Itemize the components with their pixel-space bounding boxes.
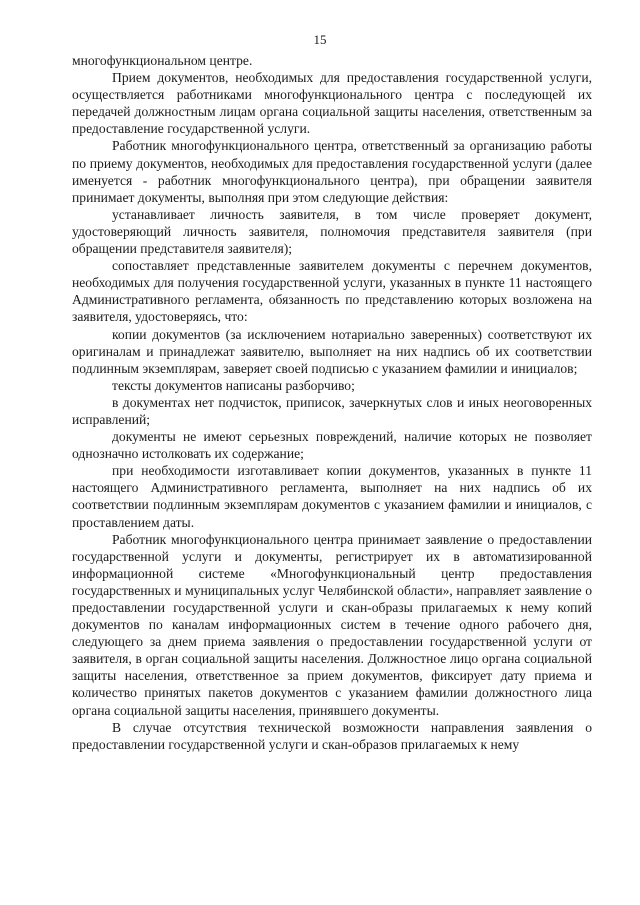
paragraph-mfc-worker-actions: Работник многофункционального центра, ответственный за организацию работы по приему документов, необходимых для предоставления государственной услуги (далее именуется - работник многофункционального центра), при обращении заявителя принимает документы, выполняя при этом следующие действия:	[72, 138, 592, 205]
paragraph-identity-check: устанавливает личность заявителя, в том числе проверяет документ, удостоверяющий личность заявителя, полномочия представителя заявителя (при обращении представителя заявителя);	[72, 206, 592, 257]
paragraph-copies-match: копии документов (за исключением нотариально заверенных) соответствуют их оригиналам и принадлежат заявителю, выполняет на них надпись об их соответствии подлинным экземплярам, заверяет своей подписью с указанием фамилии и инициалов;	[72, 326, 592, 376]
paragraph-make-copies: при необходимости изготавливает копии документов, указанных в пункте 11 настоящего Административного регламента, выполняет на них надпись об их соответствии подлинным экземплярам документов с указанием фамилии и инициалов, с проставлением даты.	[72, 463, 592, 530]
paragraph-no-corrections: в документах нет подчисток, приписок, зачеркнутых слов и иных неоговоренных исправлений;	[72, 394, 592, 427]
paragraph-legible-text: тексты документов написаны разборчиво;	[112, 377, 355, 393]
paragraph-no-technical-capability: В случае отсутствия технической возможности направления заявления о предоставлении государственной услуги и скан-образов прилагаемых к нему	[72, 719, 592, 752]
paragraph-document-reception: Прием документов, необходимых для предоставления государственной услуги, осуществляется работниками многофункционального центра с последующей их передачей должностным лицам органа социальной защиты населения, ответственным за предоставление государственной услуги.	[72, 70, 592, 137]
paragraph-continuation: многофункциональном центре.	[72, 53, 253, 68]
document-body	[72, 52, 592, 753]
page-number: 15	[313, 32, 327, 47]
paragraph-compare-documents: сопоставляет представленные заявителем документы с перечнем документов, необходимых для получения государственной услуги, указанных в пункте 11 настоящего Административного регламента, обязанность по представлению которых возложена на заявителя, удостоверяясь, что:	[72, 258, 592, 325]
paragraph-no-damage: документы не имеют серьезных повреждений, наличие которых не позволяет однозначно истолковать их содержание;	[72, 429, 592, 462]
paragraph-registration: Работник многофункционального центра принимает заявление о предоставлении государственной услуги и документы, регистрирует их в автоматизированной информационной системе «Многофункциональный центр предоставления государственных и муниципальных услуг Челябинской области», направляет заявление о предоставлении государственной услуги и скан-образы прилагаемых к нему копий документов по каналам информационных систем в течение одного рабочего дня, следующего за днем приема заявления о предоставлении государственной услуги от заявителя, в орган социальной защиты населения. Должностное лицо органа социальной защиты населения, ответственное за прием документов, фиксирует дату приема и количество принятых пакетов документов с указанием фамилии должностного лица органа социальной защиты населения, принявшего документы.	[72, 531, 592, 718]
